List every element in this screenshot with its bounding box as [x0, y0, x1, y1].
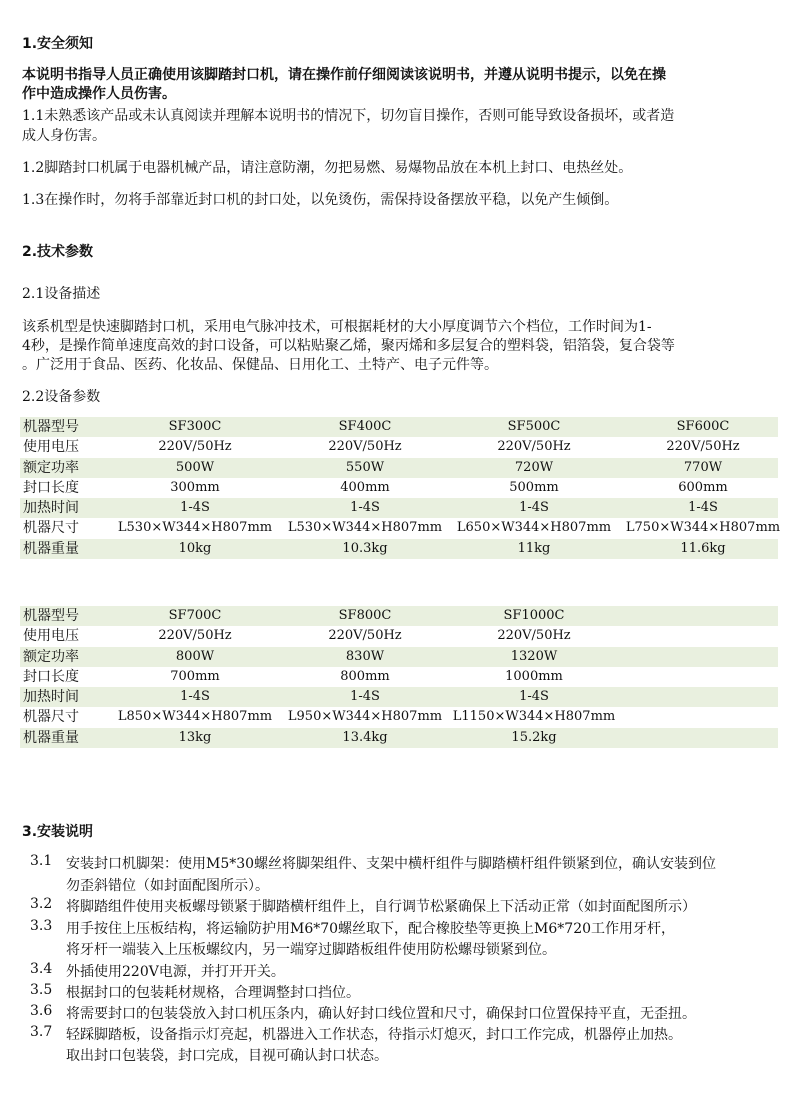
row-label: 额定功率 [23, 459, 79, 476]
section1-p13: 1.3在操作时，勿将手部靠近封口机的封口处，以免烫伤，需保持设备摆放平稳，以免产生倾倒。 [22, 192, 619, 208]
table-cell: 1-4S [688, 500, 718, 516]
row-label: 加热时间 [23, 689, 79, 706]
table-cell: L850×W344×H807mm [117, 709, 273, 725]
item-text: 勿歪斜错位（如封面配图所示）。 [66, 878, 269, 894]
table-cell: 13kg [178, 729, 212, 745]
table-cell: 10.3kg [342, 540, 388, 556]
list-item [0, 1024, 800, 1044]
section2-sub1: 2.1设备描述 [22, 286, 101, 302]
item-text: 外插使用220V电源，并打开开关。 [66, 964, 285, 980]
list-item [0, 982, 800, 1002]
table-row [20, 539, 778, 559]
table-cell: 1-4S [350, 500, 380, 516]
list-item [0, 1003, 800, 1023]
table-row [20, 647, 778, 667]
table-cell: 1320W [510, 648, 558, 664]
table-row [20, 518, 781, 538]
list-item [0, 918, 800, 938]
table-cell: 220V/50Hz [328, 628, 402, 644]
section1-p12: 1.2脚踏封口机属于电器机械产品，请注意防潮，勿把易燃、易爆物品放在本机上封口、电热丝处。 [22, 160, 633, 176]
table-cell: L530×W344×H807mm [117, 520, 273, 536]
table-cell: 220V/50Hz [497, 439, 571, 455]
list-item [0, 961, 800, 981]
row-label: 机器型号 [23, 608, 79, 624]
table-row [20, 626, 778, 646]
spec-table-1 [20, 417, 781, 559]
item-text: 将脚踏组件使用夹板螺母锁紧于脚踏横杆组件上，自行调节松紧确保上下活动正常（如封面配图所示） [66, 899, 696, 915]
table-row [20, 498, 778, 518]
section1-p11-line2: 成人身伤害。 [22, 128, 106, 144]
table-cell: 830W [345, 648, 385, 664]
table-row [20, 728, 778, 748]
item-number: 3.7 [30, 1024, 53, 1040]
table-cell: L1150×W344×H807mm [452, 709, 616, 725]
section3-title: 3.安装说明 [22, 824, 94, 840]
table-cell: 13.4kg [342, 729, 388, 745]
item-text: 将需要封口的包装袋放入封口机压条内，确认好封口线位置和尺寸，确保封口位置保持平直，无歪扭。 [66, 1006, 696, 1022]
table-cell: SF600C [676, 419, 730, 434]
item-number: 3.6 [30, 1003, 53, 1019]
table-cell: 11kg [517, 540, 551, 556]
table-row [20, 437, 778, 457]
section1-p11-line1: 1.1未熟悉该产品或未认真阅读并理解本说明书的情况下，切勿盲目操作，否则可能导致设备损坏，或者造 [22, 108, 675, 124]
table-cell: 11.6kg [680, 540, 726, 556]
table-cell: 220V/50Hz [497, 628, 571, 644]
table-cell: 550W [345, 459, 385, 475]
table-cell: SF500C [507, 419, 561, 434]
row-label: 机器尺寸 [23, 520, 79, 537]
section2-desc-line1: 该系机型是快速脚踏封口机，采用电气脉冲技术，可根据耗材的大小厚度调节六个档位，工作时间为1- [22, 319, 652, 335]
row-label: 额定功率 [23, 648, 79, 665]
table-cell: 600mm [678, 479, 728, 495]
table-cell: 770W [683, 459, 723, 475]
table-cell: SF400C [338, 419, 392, 434]
table-cell: 720W [514, 459, 554, 475]
table-cell: 1-4S [519, 689, 549, 705]
table-row [20, 478, 778, 498]
table-cell: 1-4S [180, 500, 210, 516]
table-row [20, 707, 778, 727]
table-cell: 800mm [340, 668, 390, 684]
spec-table-2 [20, 606, 778, 748]
table-cell: SF300C [168, 419, 222, 434]
table-cell: 220V/50Hz [666, 439, 740, 455]
table-cell: SF800C [338, 608, 392, 623]
item-number: 3.1 [30, 853, 53, 869]
table-cell: 800W [175, 648, 215, 664]
row-label: 封口长度 [23, 479, 79, 496]
table-cell: 10kg [178, 540, 212, 556]
table-cell: L750×W344×H807mm [625, 520, 781, 536]
list-item-continuation [0, 875, 800, 895]
table-cell: 500mm [509, 479, 559, 495]
row-label: 使用电压 [23, 439, 79, 456]
table-cell: 220V/50Hz [328, 439, 402, 455]
table-row [20, 606, 778, 626]
table-cell: 220V/50Hz [158, 628, 232, 644]
item-text: 安装封口机脚架：使用M5*30螺丝将脚架组件、支架中横杆组件与脚踏横杆组件锁紧到位，确认安装到位 [66, 856, 717, 872]
item-number: 3.5 [30, 982, 53, 998]
row-label: 机器重量 [23, 540, 79, 557]
item-text: 取出封口包装袋，封口完成，目视可确认封口状态。 [66, 1048, 388, 1064]
table-row [20, 458, 778, 478]
list-item [0, 853, 800, 873]
section2-sub2: 2.2设备参数 [22, 389, 101, 405]
section1-title: 1.安全须知 [22, 36, 94, 52]
list-item-continuation [0, 1045, 800, 1065]
table-cell: 500W [175, 459, 215, 475]
item-number: 3.3 [30, 918, 53, 934]
item-text: 用手按住上压板结构，将运输防护用M6*70螺丝取下，配合橡胶垫等更换上M6*720工作用牙杆， [66, 921, 676, 937]
table-row [20, 417, 778, 437]
list-item-continuation [0, 939, 800, 959]
list-item [0, 896, 800, 916]
table-cell: SF1000C [503, 608, 565, 623]
table-cell: 300mm [170, 479, 220, 495]
item-text: 轻踩脚踏板，设备指示灯亮起，机器进入工作状态，待指示灯熄灭，封口工作完成，机器停止加热。 [66, 1027, 682, 1043]
section2-desc-line2: 4秒，是操作简单速度高效的封口设备，可以粘贴聚乙烯，聚丙烯和多层复合的塑料袋，铝箔袋，复合袋等 [22, 338, 675, 354]
section2-title: 2.技术参数 [22, 244, 94, 260]
item-number: 3.2 [30, 896, 53, 912]
row-label: 使用电压 [23, 628, 79, 645]
table-cell: 220V/50Hz [158, 439, 232, 455]
table-cell: 700mm [170, 668, 220, 684]
row-label: 机器重量 [23, 729, 79, 746]
table-cell: 1000mm [505, 668, 563, 684]
row-label: 加热时间 [23, 500, 79, 517]
section1-intro-line1: 本说明书指导人员正确使用该脚踏封口机，请在操作前仔细阅读该说明书，并遵从说明书提示，以免在操 [22, 67, 666, 83]
row-label: 机器型号 [23, 419, 79, 435]
table-cell: L950×W344×H807mm [287, 709, 443, 725]
table-cell: 1-4S [519, 500, 549, 516]
table-cell: 400mm [340, 479, 390, 495]
table-cell: L650×W344×H807mm [456, 520, 612, 536]
table-cell: L530×W344×H807mm [287, 520, 443, 536]
row-label: 机器尺寸 [23, 709, 79, 726]
table-row [20, 667, 778, 687]
table-cell: SF700C [168, 608, 222, 623]
item-text: 根据封口的包装耗材规格，合理调整封口挡位。 [66, 985, 360, 1001]
item-number: 3.4 [30, 961, 53, 977]
table-cell: 1-4S [350, 689, 380, 705]
item-text: 将牙杆一端装入上压板螺纹内，另一端穿过脚踏板组件使用防松螺母锁紧到位。 [66, 942, 556, 958]
section2-desc-line3: 。广泛用于食品、医药、化妆品、保健品、日用化工、土特产、电子元件等。 [22, 357, 498, 373]
table-cell: 15.2kg [511, 729, 557, 745]
section1-intro-line2: 作中造成操作人员伤害。 [22, 86, 176, 102]
row-label: 封口长度 [23, 668, 79, 685]
table-cell: 1-4S [180, 689, 210, 705]
table-row [20, 687, 778, 707]
